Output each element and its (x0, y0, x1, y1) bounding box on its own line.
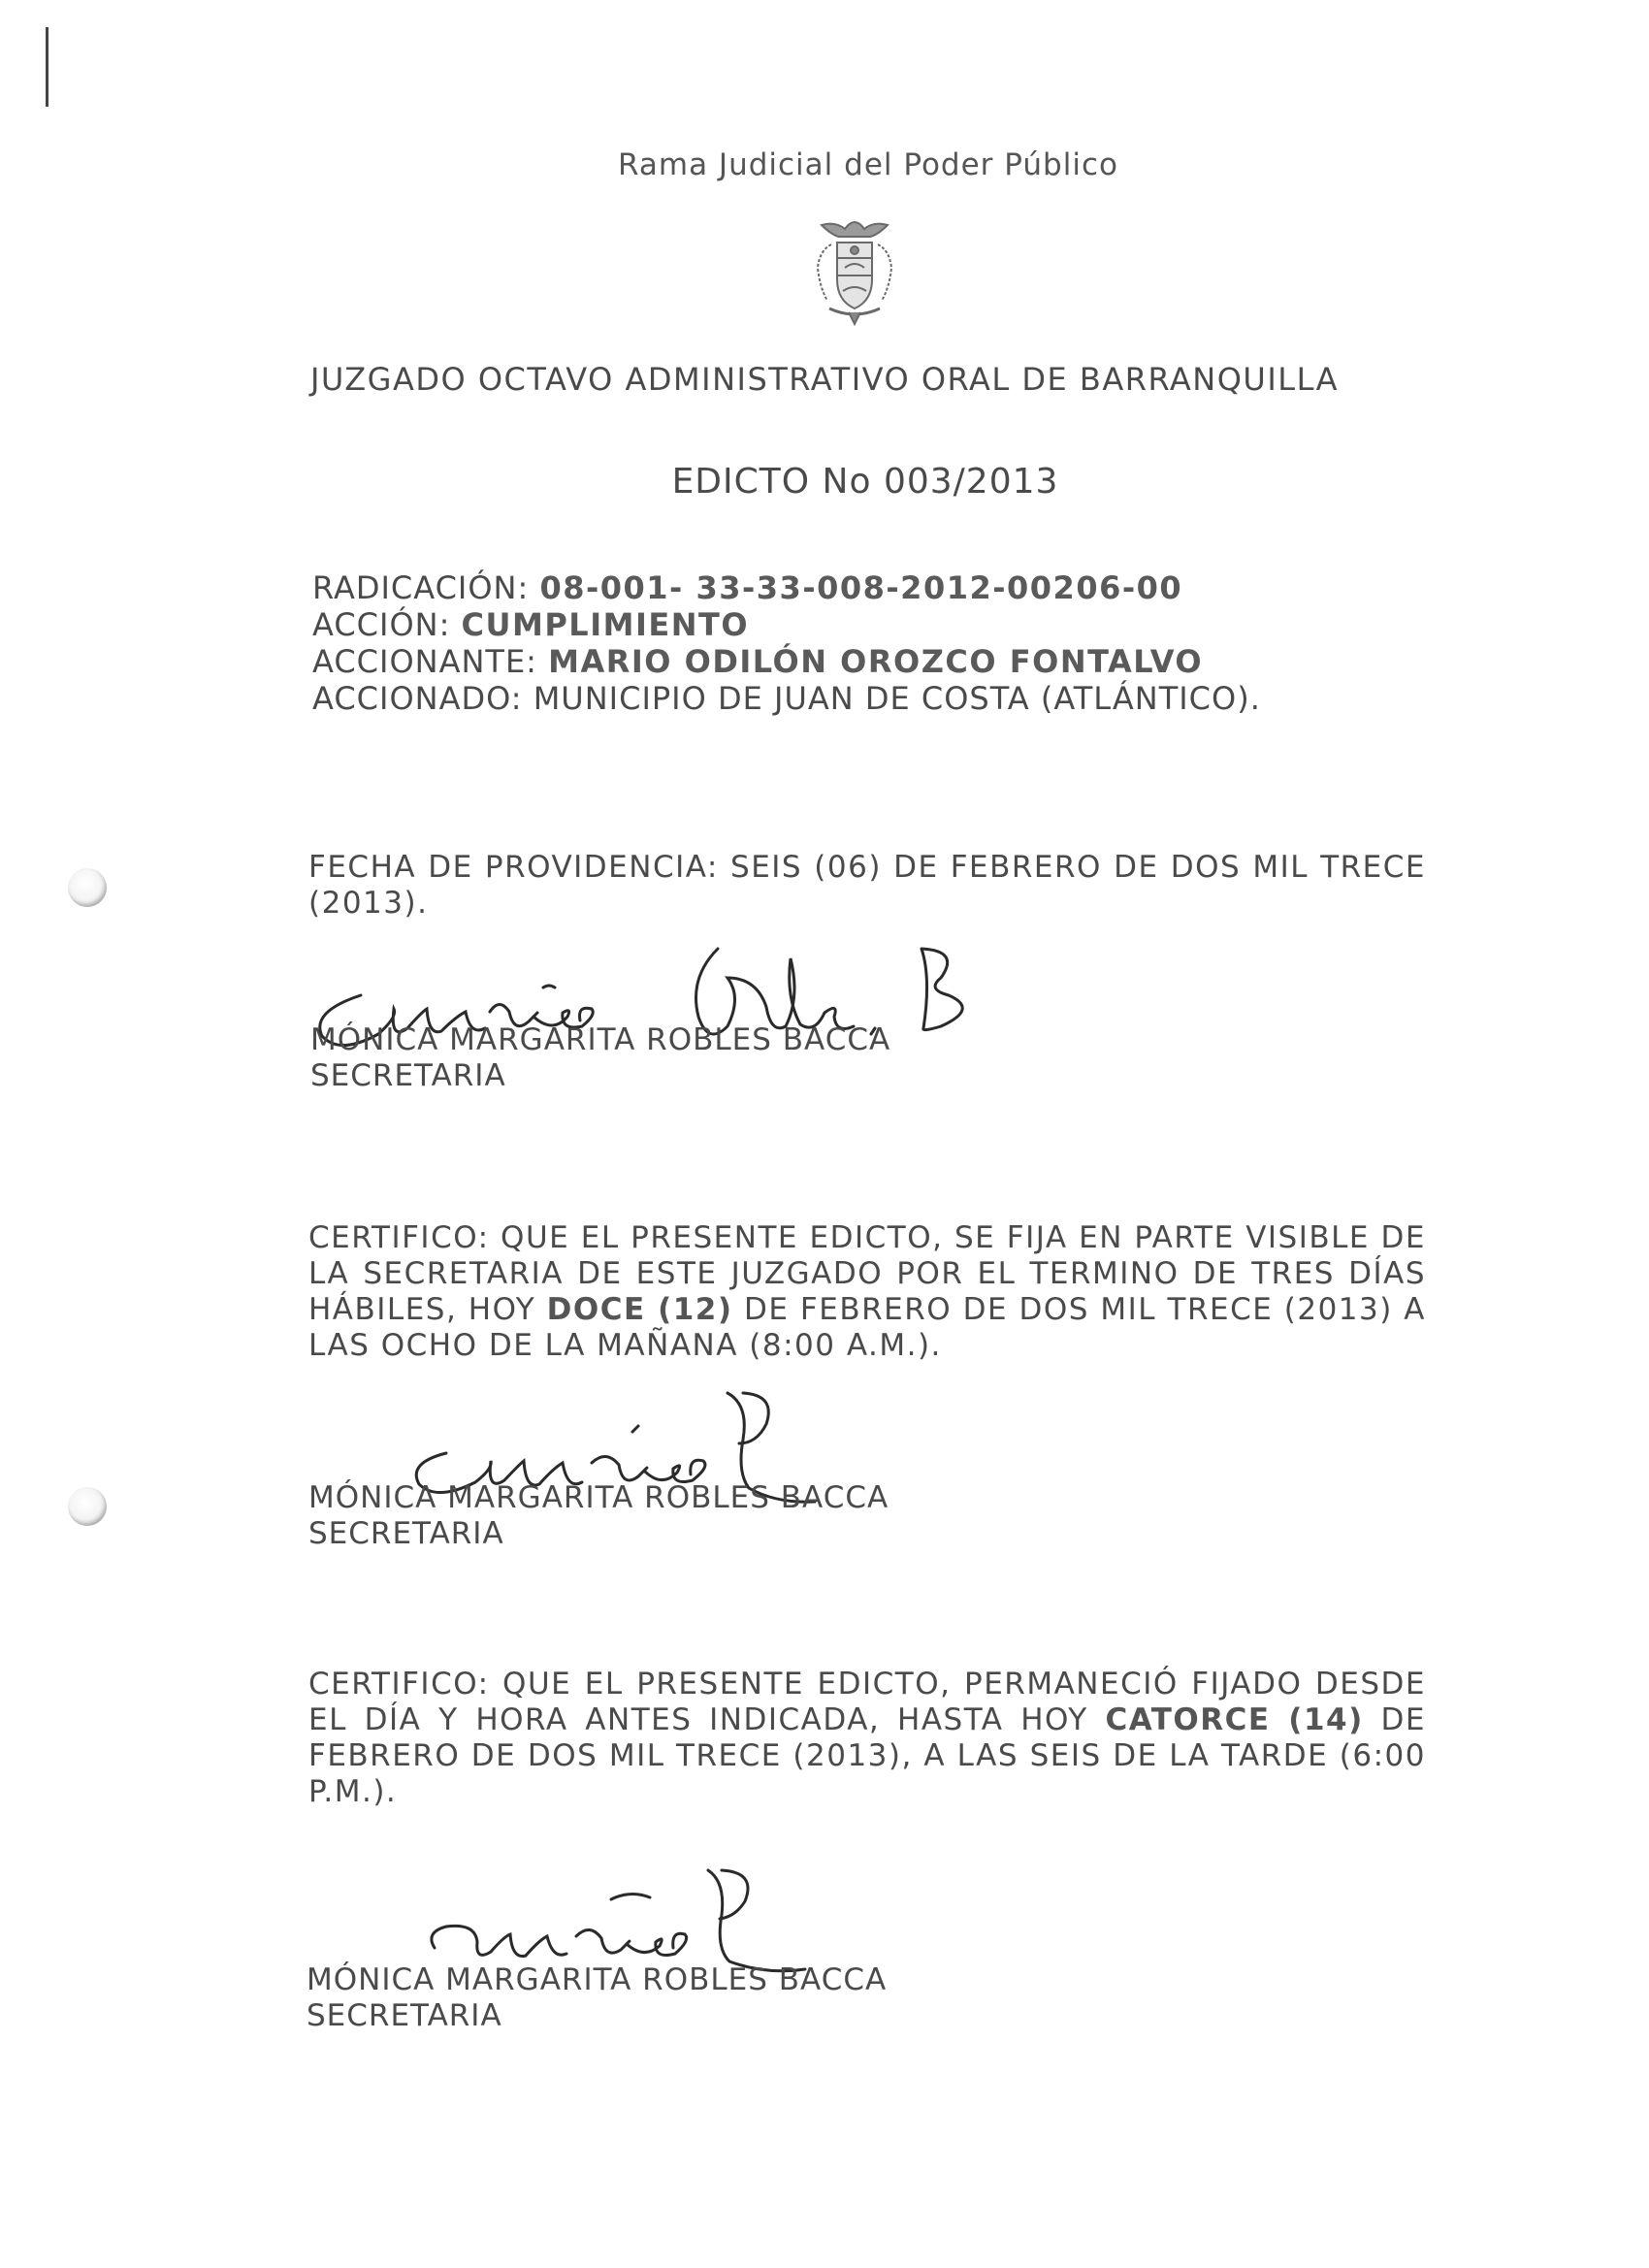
punch-hole (68, 868, 107, 907)
radicacion-label: RADICACIÓN: (312, 569, 530, 606)
edict-title: EDICTO No 003/2013 (671, 462, 1059, 502)
signatory-role: SECRETARIA (307, 1998, 502, 2033)
signature-block (310, 1022, 890, 1094)
providencia-date: FECHA DE PROVIDENCIA: SEIS (06) DE FEBRERO DE DOS MIL TRECE (2013). (308, 850, 1426, 921)
signature-block (308, 1480, 889, 1552)
radicacion-row (312, 569, 1261, 606)
certificate-text: DE FEBRERO DE DOS MIL TRECE (2013) A LAS OCHO DE LA MAÑANA (8:00 A.M.). (308, 1292, 1426, 1363)
signature-block (307, 1962, 887, 2034)
scan-edge-mark (46, 27, 48, 107)
case-details (312, 569, 1261, 717)
certificate-text: CERTIFICO: QUE EL PRESENTE EDICTO, SE FIJA EN PARTE VISIBLE DE LA SECRETARIA DE ESTE JUZGADO POR EL TERMINO DE TRES DÍAS HÁBILES, HOY (308, 1220, 1426, 1327)
signatory-role: SECRETARIA (308, 1516, 504, 1551)
accionado-row (312, 680, 1261, 717)
accion-value: CUMPLIMIENTO (461, 606, 750, 643)
branch-heading: Rama Judicial del Poder Público (618, 147, 1118, 182)
signatory-name: MÓNICA MARGARITA ROBLES BACCA (307, 1962, 888, 1997)
certificate-posting (308, 1220, 1426, 1364)
certificate-date-bold: CATORCE (14) (1105, 1702, 1364, 1737)
radicacion-value: 08-001- 33-33-008-2012-00206-00 (539, 569, 1183, 606)
accion-label: ACCIÓN: (312, 606, 451, 643)
accion-row (312, 606, 1261, 643)
certificate-text: CERTIFICO: QUE EL PRESENTE EDICTO, PERMANECIÓ FIJADO DESDE EL DÍA Y HORA ANTES INDICADA, HASTA HOY (308, 1667, 1426, 1737)
court-name: JUZGADO OCTAVO ADMINISTRATIVO ORAL DE BARRANQUILLA (309, 361, 1340, 398)
punch-hole (68, 1487, 107, 1526)
signatory-name: MÓNICA MARGARITA ROBLES BACCA (308, 1480, 889, 1515)
certificate-text: DE FEBRERO DE DOS MIL TRECE (2013), A LAS SEIS DE LA TARDE (6:00 P.M.). (308, 1702, 1427, 1809)
accionado-label: ACCIONADO: (312, 680, 523, 717)
colombia-coat-of-arms-icon (810, 211, 899, 326)
accionante-label: ACCIONANTE: (312, 643, 537, 680)
accionante-row (312, 643, 1261, 680)
signatory-role: SECRETARIA (310, 1058, 506, 1093)
certificate-date-bold: DOCE (12) (546, 1292, 733, 1327)
accionante-value: MARIO ODILÓN OROZCO FONTALVO (548, 643, 1204, 680)
signatory-name: MÓNICA MARGARITA ROBLES BACCA (310, 1022, 891, 1057)
certificate-removal (308, 1667, 1426, 1810)
accionado-value: MUNICIPIO DE JUAN DE COSTA (ATLÁNTICO). (533, 680, 1261, 717)
